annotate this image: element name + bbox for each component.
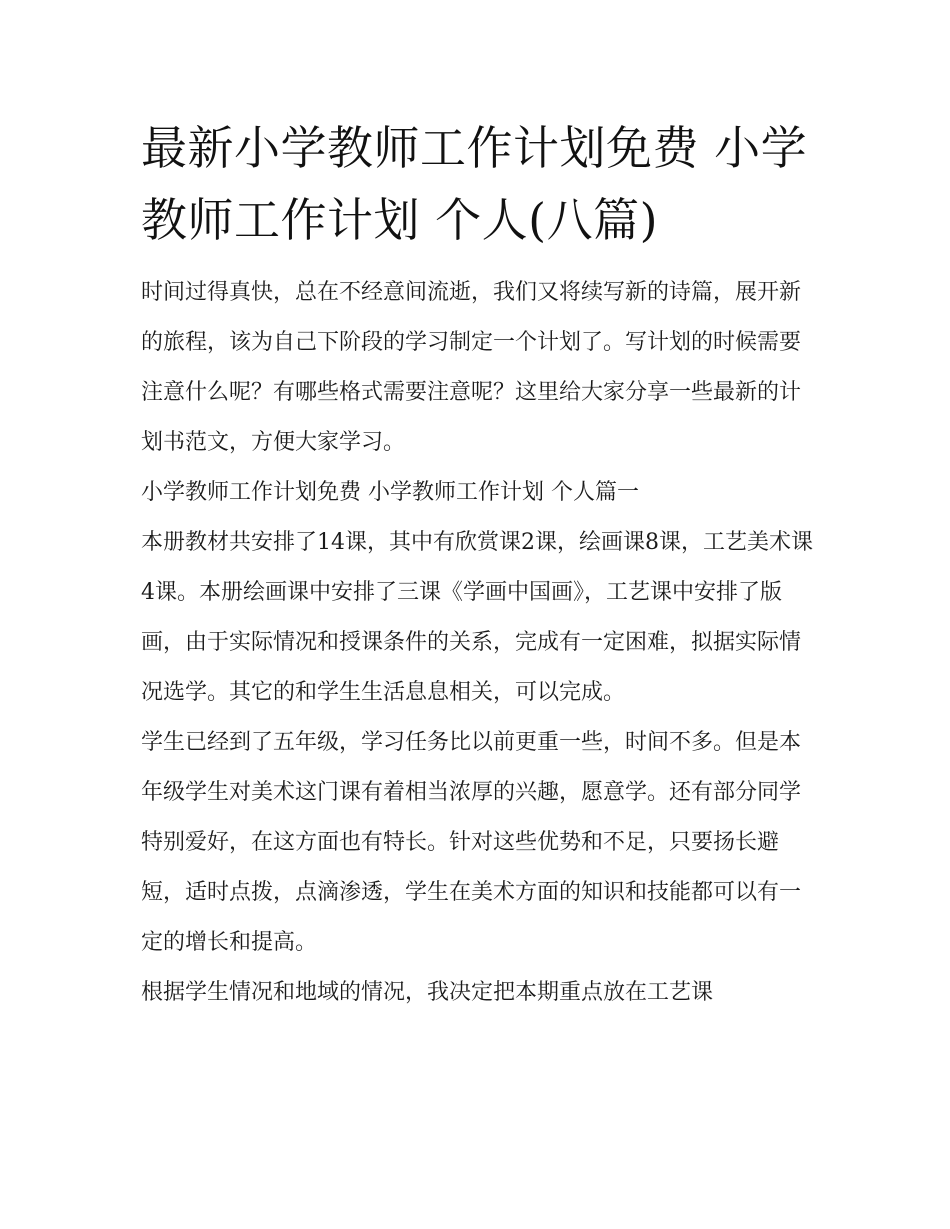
document-page	[141, 112, 813, 1018]
body-paragraph-1: 本册教材共安排了14课，其中有欣赏课2课，绘画课8课，工艺美术课4课。本册绘画课中安排了三课《学画中国画》，工艺课中安排了版画，由于实际情况和授课条件的关系，完成有一定困难，拟据实际情况选学。其它的和学生生活息息相关，可以完成。	[141, 530, 813, 705]
section-heading: 小学教师工作计划免费 小学教师工作计划 个人篇一	[141, 480, 639, 505]
body-paragraph-3: 根据学生情况和地域的情况，我决定把本期重点放在工艺课	[141, 980, 714, 1005]
intro-paragraph: 时间过得真快，总在不经意间流逝，我们又将续写新的诗篇，展开新的旅程，该为自己下阶段的学习制定一个计划了。写计划的时候需要注意什么呢？有哪些格式需要注意呢？这里给大家分享一些最新的计划书范文，方便大家学习。	[141, 280, 802, 455]
document-title: 最新小学教师工作计划免费 小学教师工作计划 个人(八篇)	[141, 121, 808, 247]
body-paragraph-2: 学生已经到了五年级，学习任务比以前更重一些，时间不多。但是本年级学生对美术这门课有着相当浓厚的兴趣，愿意学。还有部分同学特别爱好，在这方面也有特长。针对这些优势和不足，只要扬长避短，适时点拨，点滴渗透，学生在美术方面的知识和技能都可以有一定的增长和提高。	[141, 730, 802, 955]
